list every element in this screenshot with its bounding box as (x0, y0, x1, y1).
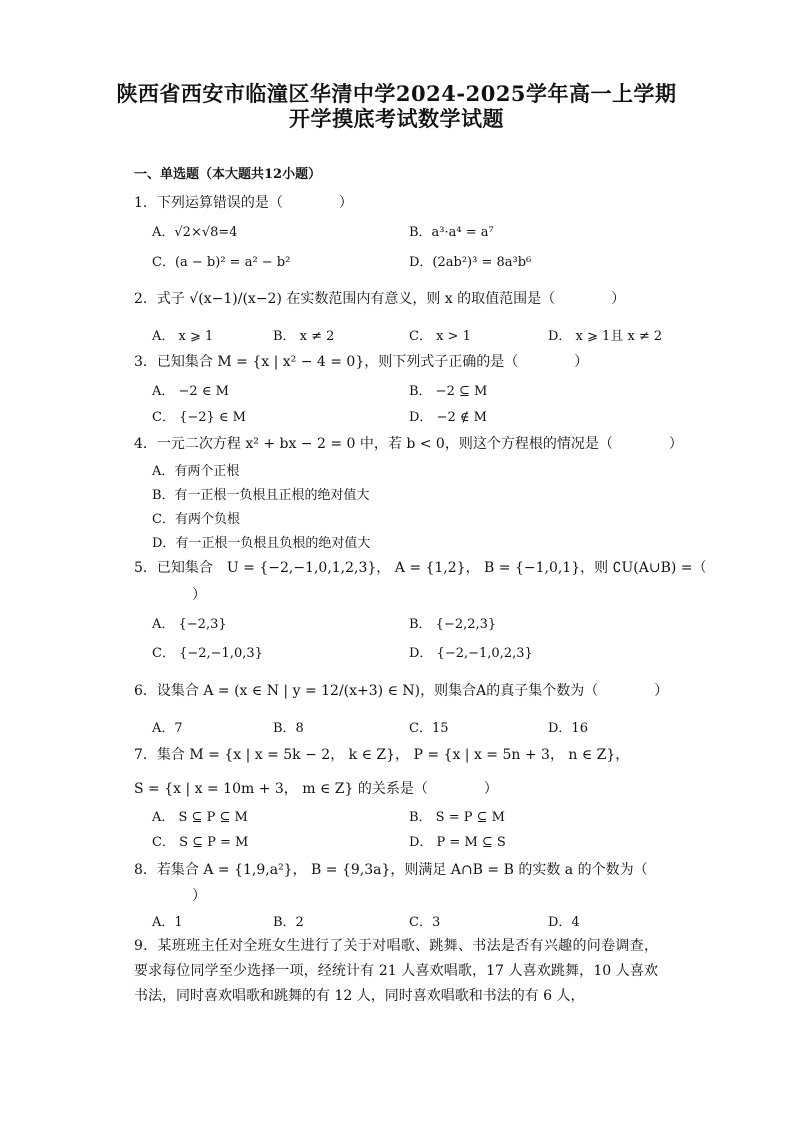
question-5-option-c: C． {−2,−1,0,3} (152, 646, 263, 661)
question-8-option-a: A．1 (152, 915, 183, 930)
question-7-option-d: D． P = M ⊆ S (409, 835, 506, 850)
question-8-option-d: D．4 (548, 915, 580, 930)
question-2-option-a: A． x ⩾ 1 (152, 329, 214, 344)
question-2-stem: 2．式子 √(x−1)/(x−2) 在实数范围内有意义，则 x 的取值范围是（ ） (134, 291, 626, 307)
question-4-option-b: B．有一正根一负根且正根的绝对值大 (152, 488, 370, 503)
question-8-option-c: C．3 (409, 915, 441, 930)
question-3-option-b: B． −2 ⊆ M (409, 384, 488, 399)
question-1-option-d: D．(2ab²)³ = 8a³b⁶ (409, 255, 532, 270)
question-7-option-c: C． S ⊆ P = M (152, 835, 249, 850)
question-2-option-b: B． x ≠ 2 (273, 329, 335, 344)
question-6-option-b: B．8 (273, 721, 304, 736)
question-5-option-b: B． {−2,2,3} (409, 617, 497, 632)
question-4-stem: 4．一元二次方程 x² + bx − 2 = 0 中，若 b < 0，则这个方程根的情况是（ ） (134, 436, 683, 452)
exam-title-line1: 陕西省西安市临潼区华清中学2024-2025学年高一上学期 (116, 81, 677, 106)
question-5-option-d: D． {−2,−1,0,2,3} (409, 646, 533, 661)
question-3-option-a: A． −2 ∈ M (152, 384, 229, 399)
question-4-option-d: D．有一正根一负根且负根的绝对值大 (152, 536, 371, 551)
question-4-option-a: A．有两个正根 (152, 464, 240, 479)
question-6-option-c: C．15 (409, 721, 449, 736)
section-heading: 一、单选题（本大题共12小题） (134, 167, 322, 182)
question-7-stem-cont: S = {x | x = 10m + 3， m ∈ Z} 的关系是（ ） (134, 781, 498, 797)
question-6-option-a: A．7 (152, 721, 183, 736)
question-7-option-b: B． S = P ⊆ M (409, 810, 505, 825)
question-1-option-c: C．(a − b)² = a² − b² (152, 255, 291, 270)
question-2-option-d: D． x ⩾ 1且 x ≠ 2 (548, 329, 663, 344)
question-7-option-a: A． S ⊆ P ⊆ M (152, 810, 248, 825)
question-4-option-c: C．有两个负根 (152, 512, 240, 527)
question-5-stem: 5．已知集合 U = {−2,−1,0,1,2,3}， A = {1,2}， B = {−1,0,1}，则 ∁U(A∪B) =（ (134, 560, 707, 576)
question-8-stem-cont: ） (192, 888, 206, 904)
question-9-stem: 9．某班班主任对全班女生进行了关于对唱歌、跳舞、书法是否有兴趣的问卷调查，要求每位同学至少选择一项，经统计有 21 人喜欢唱歌，17 人喜欢跳舞，10 人喜欢书法，同时喜欢唱歌和跳舞的有 12 人，同时喜欢唱歌和书法的有 6 人， (134, 938, 658, 1004)
exam-title-line2: 开学摸底考试数学试题 (289, 106, 504, 131)
question-3-stem: 3．已知集合 M = {x | x² − 4 = 0}，则下列式子正确的是（ ） (134, 354, 589, 370)
question-8-option-b: B．2 (273, 915, 304, 930)
question-8-stem: 8．若集合 A = {1,9,a²}， B = {9,3a}，则满足 A∩B = B 的实数 a 的个数为（ (134, 862, 648, 878)
question-1-option-b: B．a³·a⁴ = a⁷ (409, 225, 494, 240)
question-5-option-a: A． {−2,3} (152, 617, 227, 632)
question-1-option-a: A．√2×√8=4 (152, 225, 238, 240)
question-1-stem: 1．下列运算错误的是（ ） (134, 195, 353, 211)
question-6-stem: 6．设集合 A = (x ∈ N | y = 12/(x+3) ∈ N)，则集合A的真子集个数为（ ） (134, 683, 669, 699)
question-5-stem-cont: ） (192, 587, 206, 603)
question-3-option-c: C． {−2} ∈ M (152, 410, 246, 425)
question-6-option-d: D．16 (548, 721, 588, 736)
question-2-option-c: C． x > 1 (409, 329, 471, 344)
question-7-stem: 7．集合 M = {x | x = 5k − 2， k ∈ Z}， P = {x | x = 5n + 3， n ∈ Z}， (134, 747, 630, 763)
question-3-option-d: D． −2 ∉ M (409, 410, 487, 425)
